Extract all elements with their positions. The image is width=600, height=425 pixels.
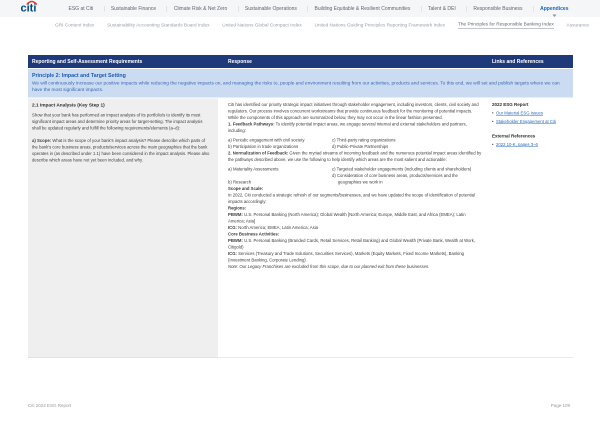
legacy-franchises-note: Note: Our Legacy Franchises are excluded from this scope, due to our planned exit from these businesses. bbox=[228, 264, 430, 269]
regions-heading: Regions: bbox=[228, 205, 247, 211]
requirement-scope-label: a) Scope: bbox=[32, 138, 52, 143]
prb-index-table bbox=[28, 55, 573, 358]
citi-logo-graphic bbox=[20, 0, 45, 15]
principle-2-banner bbox=[28, 69, 573, 98]
subnav-item-ungp-reporting-framework-index[interactable]: United Nations Guiding Principles Reporting Framework Index bbox=[314, 22, 446, 28]
regions-icg-text: North America; EMEA; Latin America; Asia bbox=[238, 225, 319, 230]
nav-item-appendices[interactable] bbox=[533, 6, 575, 12]
principle-2-title: Principle 2: Impact and Target Setting bbox=[32, 72, 126, 79]
regions-pbwm-text: U.S. Personal Banking (North America); Global Wealth [North America; Europe, Middle East, and Africa (EMEA); Latin America; Asia] bbox=[228, 212, 466, 224]
citi-logo[interactable] bbox=[20, 0, 45, 17]
core-business-icg bbox=[228, 251, 482, 264]
core-pbwm-text: U.S. Personal Banking (Branded Cards, Retail Services, Retail Banking) and Global Wealth (Private Bank, Wealth at Work, Citigold) bbox=[228, 238, 476, 250]
nav-item-talent-dei[interactable]: Talent & DEI bbox=[421, 6, 462, 12]
feedback-pathways-text: To identify potential impact areas, we engage several internal and external stakeholders and partners, including: bbox=[228, 121, 467, 133]
footer-report-title: Citi 2022 ESG Report bbox=[28, 403, 72, 408]
nav-item-sustainable-finance[interactable]: Sustainable Finance bbox=[104, 6, 163, 12]
normalization-list-right bbox=[332, 166, 472, 186]
core-icg-text: Services (Treasury and Trade Solutions, Securities Services), Markets (Equity Markets, Fixed Income Markets), Banking (Investment Banking, Corporate Lending) bbox=[228, 251, 465, 263]
response-intro: Citi has identified our priority strategic impact initiatives through stakeholder engagement, including investors, clients, civil society and regulators. Our process involves concurrent workstreams that provide continuous feedback for the monitoring of potential impacts. While the components of this approach are summarized below, they may not occur in the linear fashion presented. bbox=[228, 102, 479, 120]
nav-item-climate-risk-net-zero[interactable]: Climate Risk & Net Zero bbox=[167, 6, 234, 12]
normalization-list bbox=[228, 166, 482, 186]
list-item: d) Public-Private Partnerships bbox=[332, 144, 389, 149]
list-item: c) Third-party rating organizations bbox=[332, 137, 396, 143]
requirement-heading: 2.1 Impact Analysis (Key Step 1) bbox=[32, 102, 105, 108]
link-stakeholder-engagement-at-citi[interactable]: • Stakeholder Engagement at Citi bbox=[495, 119, 557, 124]
core-business-heading: Core Business Activities: bbox=[228, 231, 280, 237]
links-cell bbox=[492, 99, 573, 358]
principle-2-description: We will continuously increase our positive impacts while reducing the negative impacts on, and managing the risks to, people and environment resulting from our activities, products and services. To this end, we will set and publish targets where we can have the most significant impacts. bbox=[32, 80, 560, 93]
feedback-list-left bbox=[228, 137, 332, 150]
citi-logo-text: citi bbox=[20, 2, 37, 15]
feedback-pathways-list bbox=[228, 137, 482, 150]
regions-icg-label: ICG: bbox=[228, 225, 237, 230]
top-bar bbox=[0, 0, 600, 17]
primary-nav bbox=[62, 6, 575, 12]
feedback-list-right bbox=[332, 137, 472, 150]
page-footer bbox=[28, 403, 570, 408]
regions-pbwm bbox=[228, 212, 482, 225]
links-group-external-references-heading: External References bbox=[492, 133, 536, 139]
regions-pbwm-label: PBWM: bbox=[228, 212, 243, 217]
list-item: a) Periodic engagement with civil society bbox=[228, 137, 305, 143]
scope-and-scale-text: In 2022, Citi conducted a strategic refresh of our segments/businesses, and we have updated the scope of identification of potential impacts accordingly: bbox=[228, 192, 475, 204]
subnav-item-assurance[interactable]: Assurance bbox=[566, 22, 589, 28]
scope-and-scale-heading: Scope and Scale: bbox=[228, 186, 264, 191]
feedback-pathways-paragraph bbox=[228, 121, 482, 134]
subnav-item-sasb-index[interactable]: Sustainability Accounting Standards Board Index bbox=[107, 22, 210, 28]
link-row bbox=[492, 142, 573, 149]
normalization-text: Given the myriad streams of incoming feedback and the numerous potential impact areas identified by the pathways described above, we use the following to help identify which areas are the most salient and actionable: bbox=[228, 150, 482, 162]
requirement-scope-text: What is the scope of your bank's impact analysis? Please describe which parts of the bank's core business areas, products/services across the main geographies that the bank operates in (as described under 1.1) have been considered in the impact analysis. Please also describe which areas have not yet been included, and why. bbox=[32, 138, 210, 163]
subnav-item-principles-responsible-banking-index[interactable]: The Principles for Responsible Banking Index bbox=[457, 21, 554, 27]
nav-item-appendices-label: Appendices bbox=[540, 5, 569, 12]
core-icg-label: ICG: bbox=[228, 251, 237, 256]
subnav-item-gri-content-index[interactable]: GRI Content Index bbox=[55, 22, 95, 28]
normalization-list-left bbox=[228, 166, 332, 186]
link-our-material-esg-issues[interactable]: • Our Material ESG Issues bbox=[495, 110, 543, 116]
requirement-body: Show that your bank has performed an impact analysis of its portfolio/s to identify its most significant impact areas and determine priority areas for target-setting. The impact analysis shall be updated regularly and fulfill the following requirements/elements (a–d): bbox=[32, 112, 203, 131]
normalization-label: 2. Normalization of Feedback: bbox=[228, 150, 289, 156]
requirement-scope bbox=[32, 138, 212, 164]
list-item: b) Research bbox=[228, 179, 252, 185]
feedback-pathways-label: 1. Feedback Pathways: bbox=[228, 121, 275, 127]
table-body-row bbox=[28, 99, 573, 359]
core-pbwm-label: PBWM: bbox=[228, 238, 243, 243]
nav-item-esg-at-citi[interactable]: ESG at Citi bbox=[68, 5, 94, 12]
column-header-response: Response bbox=[228, 58, 252, 65]
links-group-esg-report-heading: 2022 ESG Report bbox=[492, 102, 529, 107]
footer-page-number: Page 109 bbox=[550, 403, 570, 408]
nav-item-responsible-business[interactable]: Responsible Business bbox=[466, 6, 529, 12]
link-row bbox=[492, 119, 573, 126]
link-row bbox=[492, 110, 573, 117]
column-header-requirements: Reporting and Self-Assessment Requirements bbox=[32, 58, 143, 65]
table-header-row bbox=[28, 55, 573, 68]
requirement-cell bbox=[28, 99, 218, 358]
list-item: b) Participation in trade organizations bbox=[228, 144, 299, 149]
list-item: d) Consideration of core business areas, products/services and the geographies we work in bbox=[332, 173, 458, 185]
nav-item-sustainable-operations[interactable]: Sustainable Operations bbox=[238, 6, 303, 12]
subnav-item-ungc-index[interactable]: United Nations Global Compact Index bbox=[222, 22, 302, 28]
list-item: a) Materiality Assessments bbox=[228, 166, 279, 172]
response-cell bbox=[228, 99, 482, 358]
appendices-subnav bbox=[55, 17, 589, 33]
core-business-pbwm bbox=[228, 238, 482, 251]
list-item: c) Targeted stakeholder engagements (including clients and shareholders) bbox=[332, 166, 472, 172]
link-2022-10k-pages-3-6[interactable]: • 2022 10-K, pages 3–6 bbox=[495, 142, 538, 147]
nav-item-building-equitable-communities[interactable]: Building Equitable & Resilient Communities bbox=[308, 6, 417, 12]
chevron-down-icon bbox=[552, 14, 556, 17]
normalization-paragraph bbox=[228, 150, 482, 163]
column-header-links: Links and References bbox=[492, 58, 544, 65]
